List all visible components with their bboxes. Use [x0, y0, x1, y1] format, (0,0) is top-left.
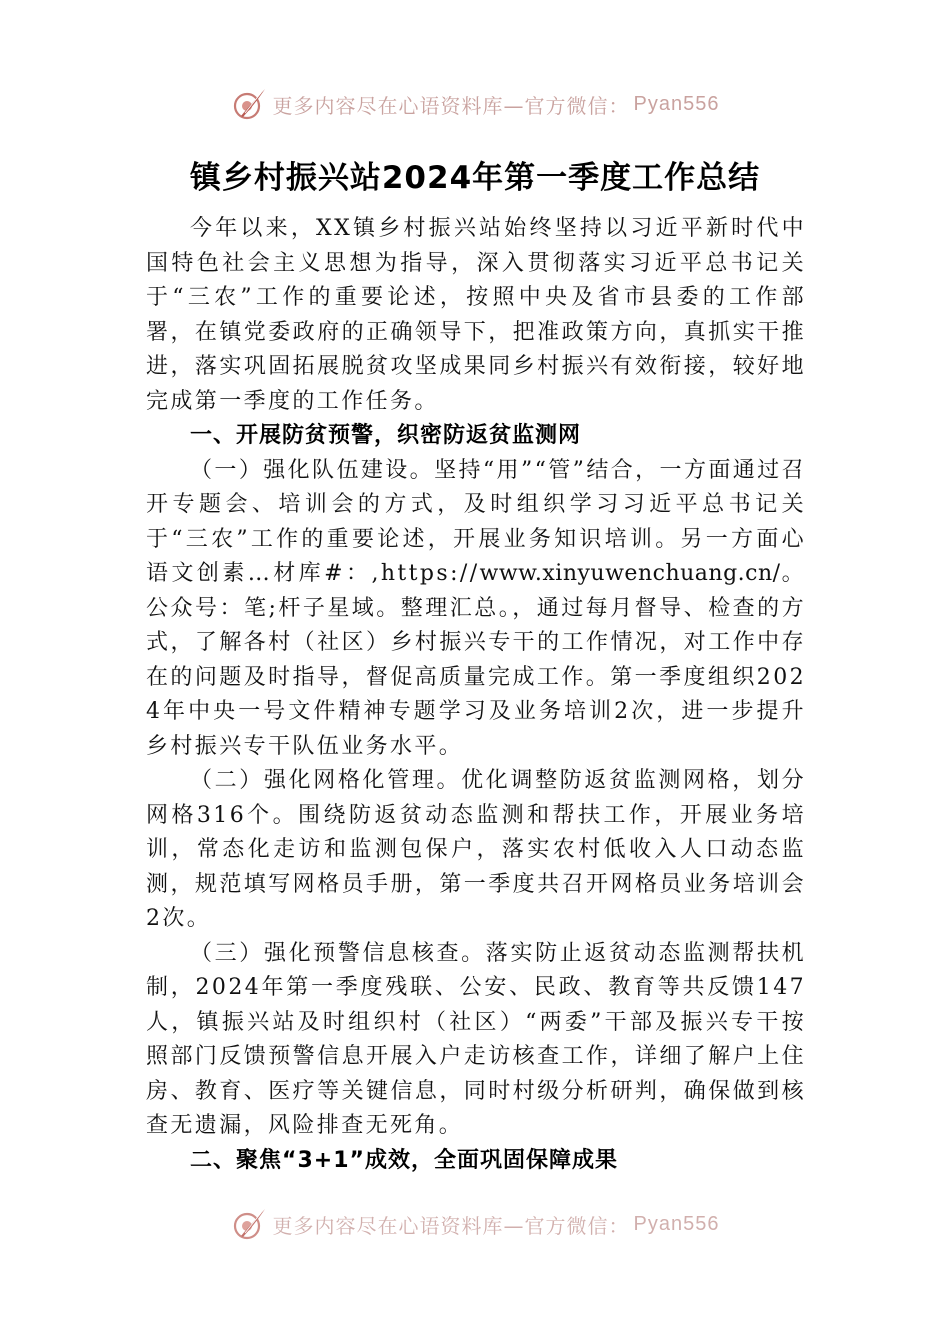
quill-logo-icon: [231, 1206, 267, 1242]
paragraph-lead: （一）强化队伍建设。: [190, 457, 435, 483]
watermark-text: 更多内容尽在心语资料库—官方微信：: [272, 1213, 630, 1238]
paragraph-text: 落实防止返贫动态监测帮扶机制，2024年第一季度残联、公安、民政、教育等共反馈147人，镇振兴站及时组织村（社区）“两委”干部及振兴专干按照部门反馈预警信息开展入户走访核查工作，详细了解户上住房、教育、医疗等关键信息，同时村级分析研判，确保做到核查无遗漏，风险排查无死角。: [146, 940, 806, 1138]
paragraph-text: 。公众号：笔;杆子星域。整理汇总。，通过每月督导、检查的方式，了解各村（社区）乡村振兴专干的工作情况，对工作中存在的问题及时指导，督促高质量完成工作。第一季度组织2024年中央一号文件精神专题学习及业务培训2次，进一步提升乡村振兴专干队伍业务水平。: [146, 561, 806, 759]
section-heading-1: 一、开展防贫预警，织密防返贫监测网: [190, 423, 582, 448]
paragraph-text: 坚持“用”“管”结合，一方面通过召开专题会、培训会的方式，及时组织学习习近平总书记关于“三农”工作的重要论述，开展业务知识培训。另一方面心语文创素…材库#：,https://: [146, 457, 806, 586]
paragraph-team-building: [146, 454, 806, 765]
watermark-text: 更多内容尽在心语资料库—官方微信：: [272, 93, 630, 118]
document-body: [146, 212, 806, 1178]
section-heading-2: 二、聚焦“3+1”成效，全面巩固保障成果: [190, 1147, 618, 1173]
website-link[interactable]: www.xinyuwenchuang.cn/: [479, 561, 781, 586]
intro-paragraph: 今年以来，XX镇乡村振兴站始终坚持以习近平新时代中国特色社会主义思想为指导，深入贯彻落实习近平总书记关于“三农”工作的重要论述，按照中央及省市县委的工作部署，在镇党委政府的正确领导下，把准政策方向，真抓实干推进，落实巩固拓展脱贫攻坚成果同乡村振兴有效衔接，较好地完成第一季度的工作任务。: [146, 216, 806, 414]
document-title: 镇乡村振兴站2024年第一季度工作总结: [189, 160, 761, 196]
header-watermark: [0, 84, 950, 124]
footer-watermark: [0, 1204, 950, 1244]
paragraph-lead: （三）强化预警信息核查。: [190, 940, 486, 966]
paragraph-grid-management: [146, 764, 806, 937]
watermark-id: Pyan556: [633, 92, 720, 115]
quill-logo-icon: [231, 86, 267, 122]
paragraph-lead: （二）强化网格化管理。: [190, 768, 462, 793]
paragraph-text: 优化调整防返贫监测网格，划分网格316个。围绕防返贫动态监测和帮扶工作，开展业务培训，常态化走访和监测包保户，落实农村低收入人口动态监测，规范填写网格员手册，第一季度共召开网格员业务培训会2次。: [146, 768, 806, 931]
watermark-id: Pyan556: [633, 1212, 720, 1235]
paragraph-warning-verification: [146, 937, 806, 1144]
